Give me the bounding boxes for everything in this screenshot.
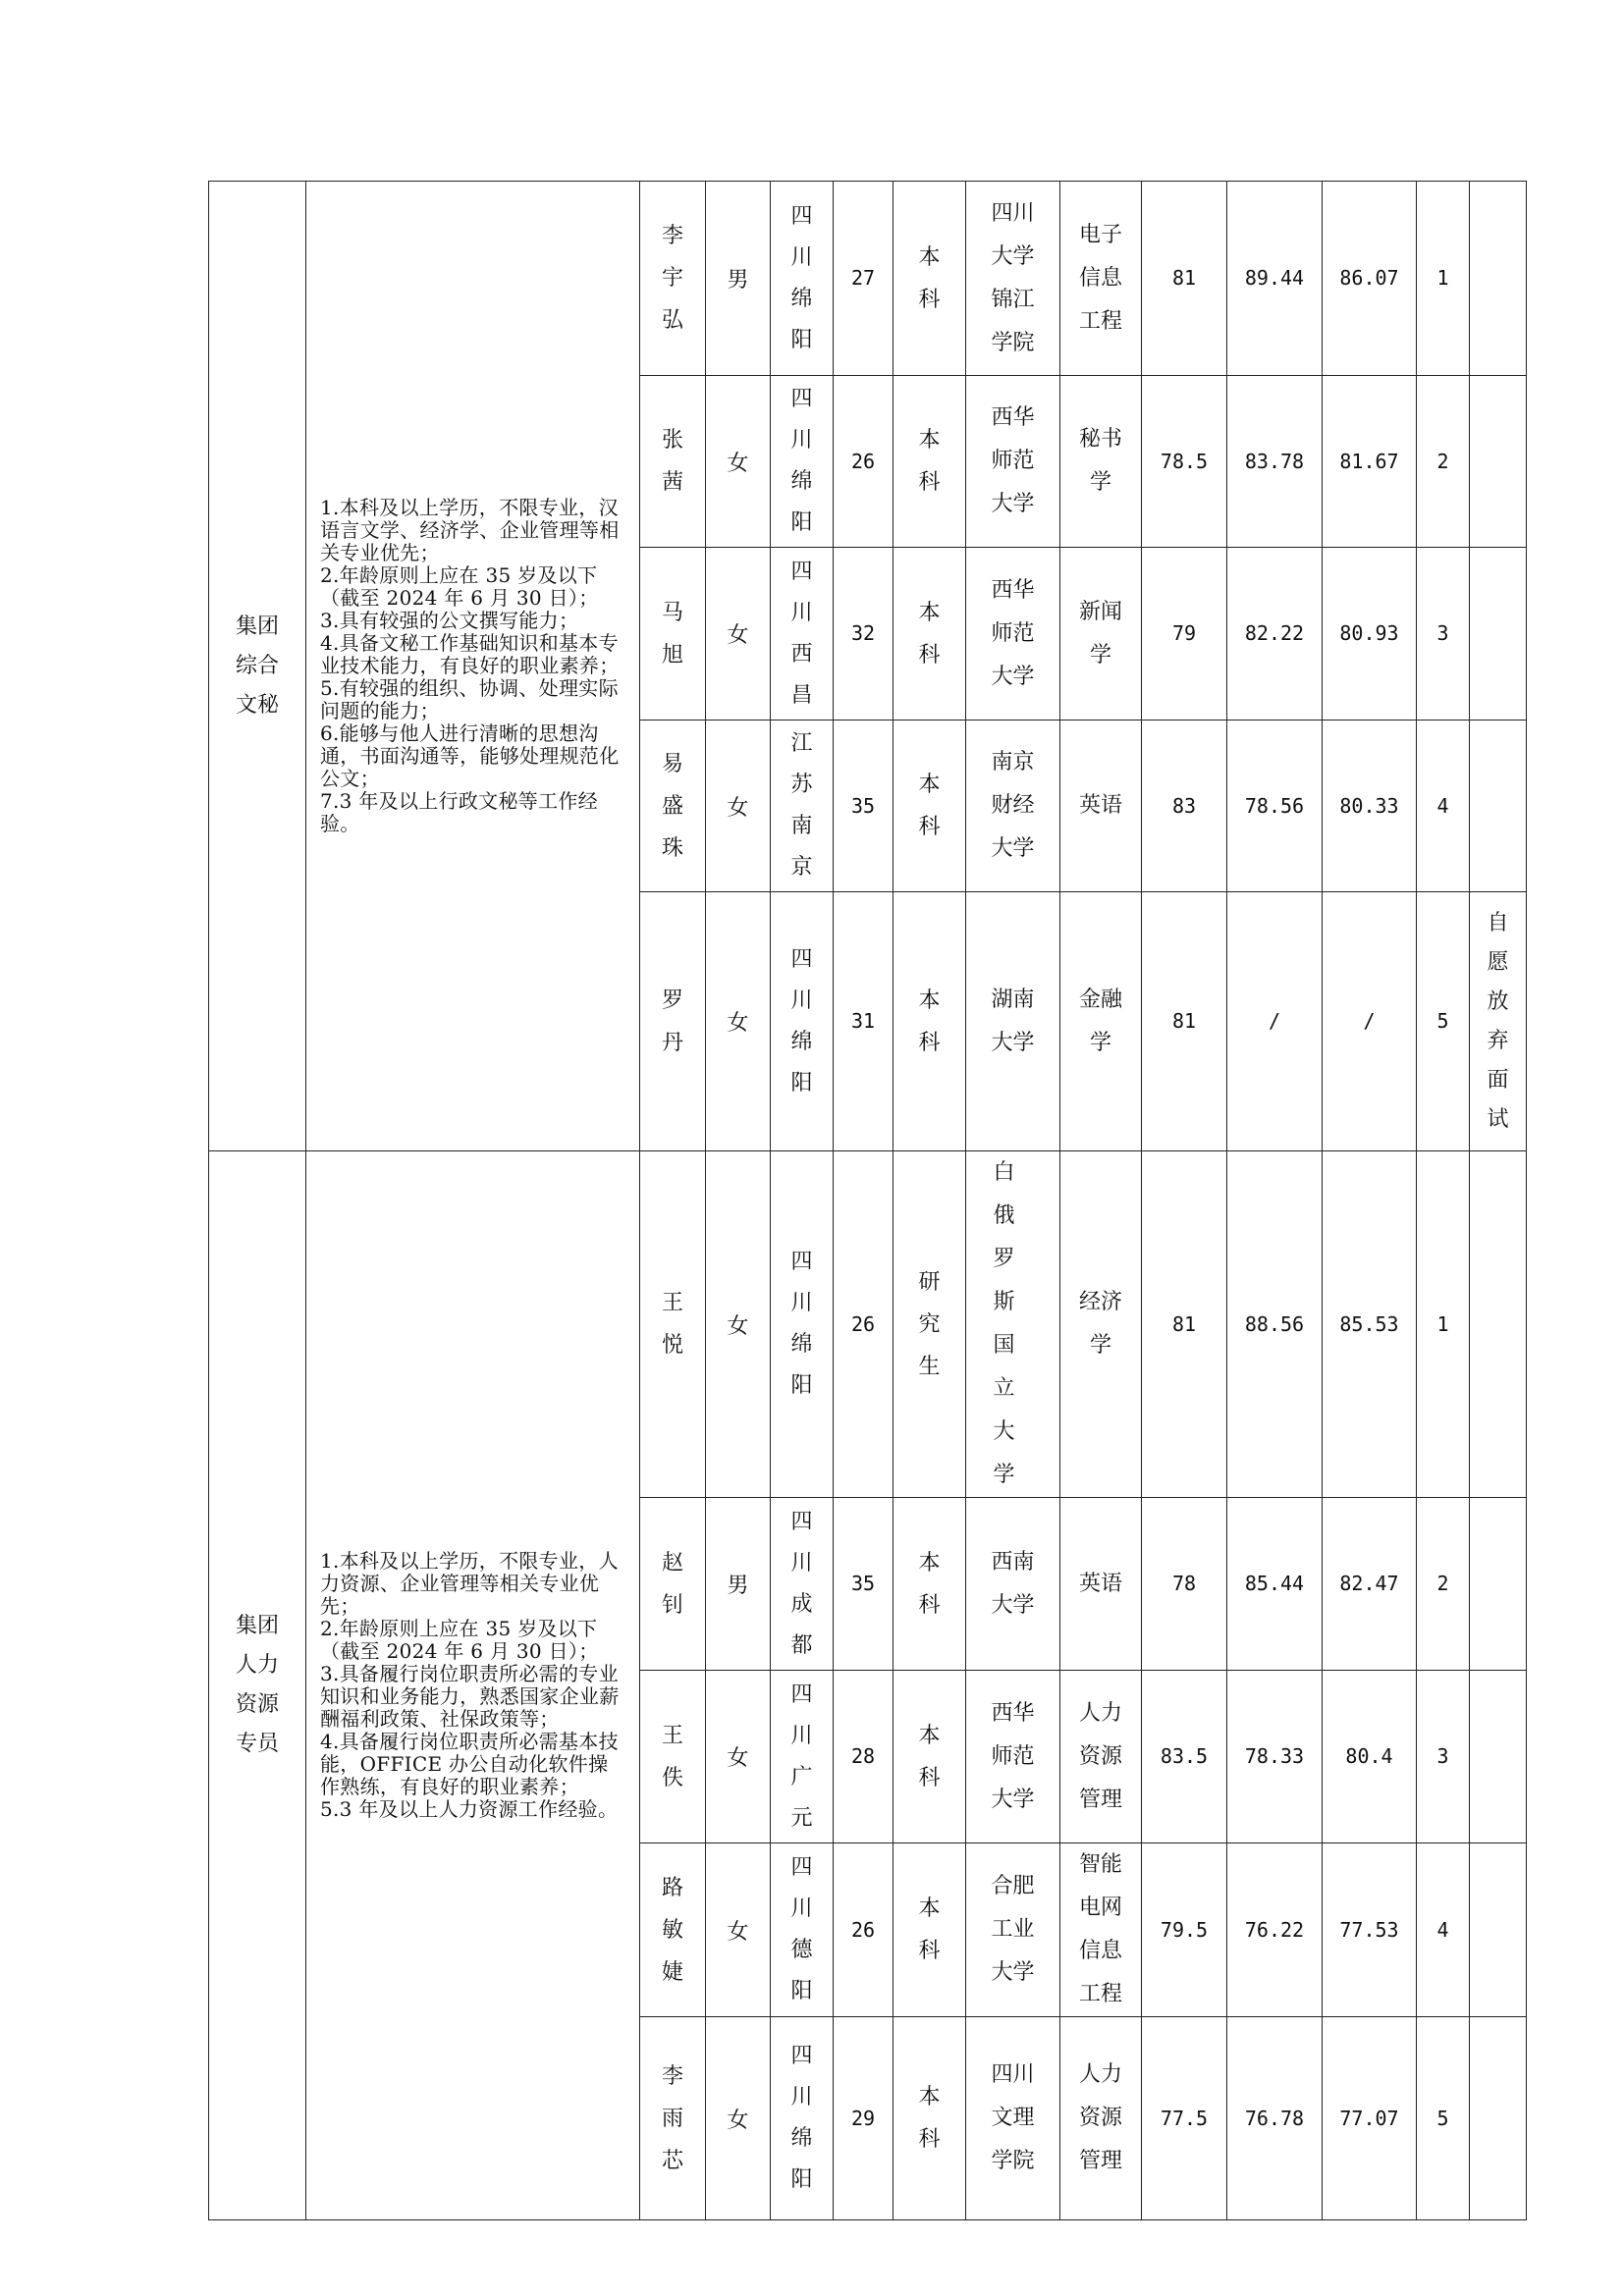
candidate-gender: 女 <box>727 1919 749 1945</box>
candidate-origin-cell <box>771 892 834 1151</box>
candidate-school: 南京财经大学 <box>991 750 1035 861</box>
candidate-origin-cell <box>771 721 834 892</box>
candidate-age-cell <box>834 2017 893 2220</box>
candidate-education: 本科 <box>918 988 941 1055</box>
candidate-major-cell <box>1060 1843 1142 2017</box>
total-score-cell <box>1323 1843 1417 2017</box>
position-cell <box>209 182 306 1151</box>
written-score: 78 <box>1171 1572 1197 1595</box>
candidate-age-cell <box>834 892 893 1151</box>
total-score: 85.53 <box>1339 1311 1399 1336</box>
candidate-name: 王佚 <box>661 1723 683 1790</box>
total-score-cell <box>1323 892 1417 1151</box>
candidate-gender: 女 <box>727 2108 749 2133</box>
interview-score-cell <box>1227 1151 1323 1498</box>
candidate-age: 26 <box>850 449 876 473</box>
candidate-age: 28 <box>850 1744 876 1768</box>
candidate-education-cell <box>893 1151 966 1498</box>
candidate-name: 赵钊 <box>661 1550 683 1618</box>
rank: 1 <box>1436 1311 1449 1336</box>
rank: 1 <box>1436 266 1449 290</box>
candidate-major: 英语 <box>1078 793 1122 818</box>
candidate-name-cell <box>640 376 706 548</box>
candidate-name: 王悦 <box>661 1291 683 1358</box>
candidate-major: 人力资源管理 <box>1078 2062 1122 2173</box>
candidate-school-cell <box>966 1151 1060 1498</box>
interview-score-cell <box>1227 1843 1323 2017</box>
interview-score: 82.22 <box>1244 621 1305 645</box>
candidate-gender: 女 <box>727 1746 749 1771</box>
rank: 4 <box>1436 793 1449 818</box>
candidate-age: 26 <box>850 1311 876 1336</box>
candidate-school: 四川大学锦江学院 <box>991 200 1035 355</box>
written-score: 78.5 <box>1160 449 1209 473</box>
total-score-cell <box>1323 376 1417 548</box>
candidate-school: 湖南大学 <box>991 987 1035 1055</box>
candidate-origin: 四川西昌 <box>790 559 813 708</box>
candidate-gender-cell <box>706 1498 771 1671</box>
candidate-age: 29 <box>850 2106 876 2130</box>
note-cell <box>1470 1151 1527 1498</box>
candidate-origin: 四川绵阳 <box>790 203 813 352</box>
total-score-cell <box>1323 2017 1417 2220</box>
position-name: 集团综合文秘 <box>235 614 279 718</box>
rank-cell <box>1417 548 1470 721</box>
candidate-age-cell <box>834 721 893 892</box>
candidate-age-cell <box>834 182 893 376</box>
total-score: 82.47 <box>1339 1572 1399 1595</box>
note-cell <box>1470 1671 1527 1843</box>
interview-score: 88.56 <box>1244 1311 1305 1336</box>
total-score-cell <box>1323 1151 1417 1498</box>
candidate-school-cell <box>966 1498 1060 1671</box>
candidate-name: 张茜 <box>661 428 683 495</box>
rank-cell <box>1417 2017 1470 2220</box>
candidate-name-cell <box>640 721 706 892</box>
candidate-school: 四川文理学院 <box>991 2062 1035 2173</box>
candidate-major-cell <box>1060 721 1142 892</box>
written-score: 83.5 <box>1160 1744 1209 1768</box>
candidate-age: 35 <box>850 1572 876 1595</box>
candidate-school-cell <box>966 376 1060 548</box>
candidate-name-cell <box>640 1498 706 1671</box>
rank-cell <box>1417 892 1470 1151</box>
interview-score-cell <box>1227 182 1323 376</box>
candidate-education-cell <box>893 2017 966 2220</box>
candidate-gender-cell <box>706 1151 771 1498</box>
candidate-education: 本科 <box>918 773 941 839</box>
written-score-cell <box>1142 721 1227 892</box>
candidate-age-cell <box>834 1671 893 1843</box>
interview-score-cell <box>1227 892 1323 1151</box>
candidate-education: 本科 <box>918 428 941 495</box>
candidate-name: 易盛珠 <box>661 751 683 861</box>
written-score-cell <box>1142 1498 1227 1671</box>
candidate-name-cell <box>640 2017 706 2220</box>
candidate-school-cell <box>966 182 1060 376</box>
candidate-major-cell <box>1060 182 1142 376</box>
candidate-major-cell <box>1060 548 1142 721</box>
candidate-gender: 女 <box>727 451 749 476</box>
rank: 3 <box>1436 1744 1449 1768</box>
total-score-cell <box>1323 1671 1417 1843</box>
interview-score-cell <box>1227 1671 1323 1843</box>
candidate-gender: 男 <box>727 268 749 293</box>
rank-cell <box>1417 1843 1470 2017</box>
written-score: 83 <box>1171 793 1197 818</box>
candidate-age: 26 <box>850 1917 876 1942</box>
candidate-age: 27 <box>850 266 876 290</box>
total-score-cell <box>1323 182 1417 376</box>
candidate-age-cell <box>834 376 893 548</box>
candidate-major: 电子信息工程 <box>1078 222 1122 334</box>
rank-cell <box>1417 1151 1470 1498</box>
candidate-name: 马旭 <box>661 600 683 667</box>
written-score-cell <box>1142 892 1227 1151</box>
candidate-education: 本科 <box>918 1550 941 1618</box>
candidate-origin-cell <box>771 182 834 376</box>
candidate-education-cell <box>893 1498 966 1671</box>
interview-score-cell <box>1227 2017 1323 2220</box>
candidate-school-cell <box>966 548 1060 721</box>
candidate-education-cell <box>893 1671 966 1843</box>
interview-score: 76.22 <box>1244 1917 1305 1942</box>
rank: 3 <box>1436 621 1449 645</box>
candidate-origin-cell <box>771 1151 834 1498</box>
candidate-age-cell <box>834 548 893 721</box>
candidate-origin: 四川成都 <box>790 1509 813 1658</box>
candidate-name-cell <box>640 1843 706 2017</box>
candidate-education-cell <box>893 376 966 548</box>
interview-score-cell <box>1227 376 1323 548</box>
candidate-name-cell <box>640 1151 706 1498</box>
rank: 2 <box>1436 1572 1449 1595</box>
written-score-cell <box>1142 2017 1227 2220</box>
candidate-name-cell <box>640 1671 706 1843</box>
candidate-school: 白俄罗斯国立大学 <box>993 1160 1033 1487</box>
candidate-name: 李雨芯 <box>661 2063 683 2173</box>
candidate-origin-cell <box>771 1671 834 1843</box>
interview-score-cell <box>1227 721 1323 892</box>
total-score: / <box>1363 1009 1376 1033</box>
candidate-gender: 女 <box>727 1011 749 1036</box>
note-cell <box>1470 1843 1527 2017</box>
candidate-name: 罗丹 <box>661 988 683 1055</box>
candidate-major-cell <box>1060 1151 1142 1498</box>
note-cell <box>1470 376 1527 548</box>
requirements-cell <box>306 182 640 1151</box>
written-score: 79 <box>1171 621 1197 645</box>
candidate-origin: 四川广元 <box>790 1682 813 1831</box>
written-score-cell <box>1142 548 1227 721</box>
candidate-gender-cell <box>706 2017 771 2220</box>
candidate-age: 32 <box>850 621 876 645</box>
candidate-age-cell <box>834 1498 893 1671</box>
position-cell <box>209 1151 306 2220</box>
candidate-gender-cell <box>706 182 771 376</box>
note-cell <box>1470 548 1527 721</box>
candidate-education: 研究生 <box>918 1269 941 1379</box>
rank-cell <box>1417 376 1470 548</box>
written-score-cell <box>1142 1843 1227 2017</box>
candidate-origin: 四川绵阳 <box>790 946 813 1095</box>
total-score: 86.07 <box>1339 266 1399 290</box>
candidate-school-cell <box>966 1671 1060 1843</box>
candidate-gender: 女 <box>727 1313 749 1339</box>
written-score: 81 <box>1171 1311 1197 1336</box>
total-score: 81.67 <box>1339 449 1399 473</box>
rank-cell <box>1417 721 1470 892</box>
candidate-name-cell <box>640 892 706 1151</box>
rank: 4 <box>1436 1917 1449 1942</box>
candidate-origin-cell <box>771 1498 834 1671</box>
candidate-education: 本科 <box>918 2085 941 2152</box>
note: 自愿放弃面试 <box>1487 910 1509 1132</box>
candidate-row <box>209 1151 1527 1498</box>
candidate-age: 35 <box>850 793 876 818</box>
candidate-origin: 四川绵阳 <box>790 1250 813 1398</box>
candidate-origin-cell <box>771 1843 834 2017</box>
total-score: 80.33 <box>1339 793 1399 818</box>
candidate-age-cell <box>834 1151 893 1498</box>
written-score-cell <box>1142 1151 1227 1498</box>
candidate-education-cell <box>893 182 966 376</box>
candidate-origin: 四川德阳 <box>790 1855 813 2003</box>
results-table-body <box>209 182 1527 2220</box>
candidate-school: 西南大学 <box>991 1549 1035 1618</box>
written-score: 81 <box>1171 1009 1197 1033</box>
interview-score-cell <box>1227 1498 1323 1671</box>
written-score-cell <box>1142 1671 1227 1843</box>
candidate-school-cell <box>966 721 1060 892</box>
candidate-major: 英语 <box>1078 1571 1122 1596</box>
candidate-education: 本科 <box>918 1896 941 1963</box>
candidate-major-cell <box>1060 376 1142 548</box>
note-cell <box>1470 892 1527 1151</box>
total-score-cell <box>1323 1498 1417 1671</box>
candidate-gender-cell <box>706 376 771 548</box>
rank-cell <box>1417 1671 1470 1843</box>
written-score: 79.5 <box>1160 1917 1209 1942</box>
candidate-gender: 男 <box>727 1574 749 1598</box>
candidate-origin-cell <box>771 2017 834 2220</box>
candidate-education: 本科 <box>918 1723 941 1790</box>
interview-score: 78.33 <box>1244 1744 1305 1768</box>
total-score: 80.4 <box>1345 1744 1393 1768</box>
total-score-cell <box>1323 548 1417 721</box>
candidate-gender: 女 <box>727 795 749 821</box>
candidate-major-cell <box>1060 2017 1142 2220</box>
candidate-gender-cell <box>706 1671 771 1843</box>
candidate-school: 西华师范大学 <box>991 1700 1035 1812</box>
candidate-major: 秘书学 <box>1078 427 1122 495</box>
candidate-education-cell <box>893 1843 966 2017</box>
candidate-name: 李宇弘 <box>661 224 683 333</box>
candidate-school-cell <box>966 892 1060 1151</box>
written-score-cell <box>1142 376 1227 548</box>
candidate-major-cell <box>1060 1498 1142 1671</box>
note-cell <box>1470 1498 1527 1671</box>
candidate-gender-cell <box>706 548 771 721</box>
note-cell <box>1470 2017 1527 2220</box>
candidate-education-cell <box>893 721 966 892</box>
total-score-cell <box>1323 721 1417 892</box>
candidate-education-cell <box>893 892 966 1151</box>
interview-score: 83.78 <box>1244 449 1305 473</box>
written-score: 81 <box>1171 266 1197 290</box>
written-score: 77.5 <box>1160 2106 1209 2130</box>
candidate-gender-cell <box>706 892 771 1151</box>
candidate-major: 人力资源管理 <box>1078 1700 1122 1812</box>
rank: 5 <box>1436 2106 1449 2130</box>
candidate-major: 金融学 <box>1078 987 1122 1055</box>
candidate-gender-cell <box>706 1843 771 2017</box>
candidate-education-cell <box>893 548 966 721</box>
candidate-major: 经济学 <box>1078 1290 1122 1358</box>
rank-cell <box>1417 182 1470 376</box>
note-cell <box>1470 721 1527 892</box>
total-score: 80.93 <box>1339 621 1399 645</box>
candidate-education: 本科 <box>918 244 941 312</box>
interview-score: / <box>1268 1009 1281 1033</box>
candidate-school-cell <box>966 2017 1060 2220</box>
candidate-row <box>209 182 1527 376</box>
candidate-gender-cell <box>706 721 771 892</box>
candidate-school: 西华师范大学 <box>991 577 1035 689</box>
position-name: 集团人力资源专员 <box>235 1614 279 1756</box>
candidate-origin-cell <box>771 548 834 721</box>
candidate-origin: 江苏南京 <box>790 731 813 880</box>
interview-score: 76.78 <box>1244 2106 1305 2130</box>
candidate-major-cell <box>1060 892 1142 1151</box>
written-score-cell <box>1142 182 1227 376</box>
candidate-gender: 女 <box>727 623 749 648</box>
interview-score: 85.44 <box>1244 1572 1305 1595</box>
candidate-education: 本科 <box>918 600 941 667</box>
requirements-text: 1.本科及以上学历，不限专业，人力资源、企业管理等相关专业优先； 2.年龄原则上应在 35 岁及以下（截至 2024 年 6 月 30 日）； 3.具备履行岗位职责所必需的专业知识和业务能力，熟悉国家企业薪酬福利政策、社保政策等； 4.具备履行岗位职责所必需基本技能，OFFICE 办公自动化软件操作熟练，有良好的职业素养； 5.3 年及以上人力资源工作经验。 <box>320 1549 620 1821</box>
candidate-name-cell <box>640 182 706 376</box>
rank: 2 <box>1436 449 1449 473</box>
interview-score-cell <box>1227 548 1323 721</box>
candidate-major-cell <box>1060 1671 1142 1843</box>
results-table <box>208 181 1527 2220</box>
interview-score: 78.56 <box>1244 793 1305 818</box>
candidate-age: 31 <box>850 1009 876 1033</box>
candidate-major: 新闻学 <box>1078 599 1122 667</box>
rank: 5 <box>1436 1009 1449 1033</box>
candidate-age-cell <box>834 1843 893 2017</box>
interview-score: 89.44 <box>1244 266 1305 290</box>
note-cell <box>1470 182 1527 376</box>
candidate-school-cell <box>966 1843 1060 2017</box>
candidate-origin: 四川绵阳 <box>790 387 813 535</box>
candidate-name-cell <box>640 548 706 721</box>
rank-cell <box>1417 1498 1470 1671</box>
candidate-origin: 四川绵阳 <box>790 2044 813 2192</box>
total-score: 77.53 <box>1339 1917 1399 1942</box>
candidate-origin-cell <box>771 376 834 548</box>
total-score: 77.07 <box>1339 2106 1399 2130</box>
candidate-name: 路敏婕 <box>661 1875 683 1985</box>
candidate-school: 西华师范大学 <box>991 405 1035 516</box>
candidate-school: 合肥工业大学 <box>991 1874 1035 1985</box>
requirements-cell <box>306 1151 640 2220</box>
requirements-text: 1.本科及以上学历，不限专业，汉语言文学、经济学、企业管理等相关专业优先； 2.年龄原则上应在 35 岁及以下（截至 2024 年 6 月 30 日）； 3.具有较强的公文撰写能力； 4.具备文秘工作基础知识和基本专业技术能力，有良好的职业素养； 5.有较强的组织、协调、处理实际问题的能力； 6.能够与他人进行清晰的思想沟通，书面沟通等，能够处理规范化公文； 7.3 年及以上行政文秘等工作经验。 <box>320 496 620 835</box>
candidate-major: 智能电网信息工程 <box>1078 1852 1122 2006</box>
